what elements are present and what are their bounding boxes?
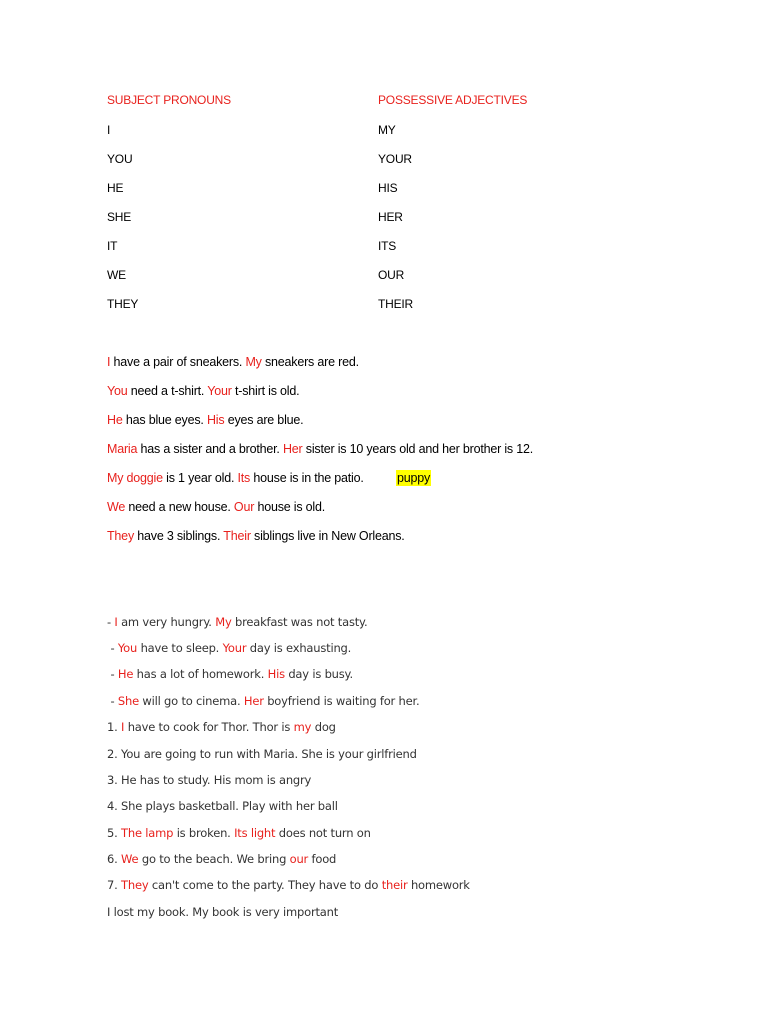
- exercise-text: is broken.: [173, 826, 235, 840]
- exercise-text: food: [308, 852, 337, 866]
- subject-word: I: [121, 720, 125, 734]
- exercise-text: -: [107, 694, 118, 708]
- exercise-text: have to sleep.: [137, 641, 223, 655]
- subject-pronoun: YOU: [107, 152, 133, 166]
- subject-word: We: [107, 500, 126, 514]
- sentence-text: t-shirt is old.: [231, 384, 300, 398]
- possessive-adjective: YOUR: [378, 152, 412, 166]
- subject-pronouns-heading: SUBJECT PRONOUNS: [107, 93, 231, 107]
- exercise-line: [107, 773, 311, 787]
- sentence-text: has a sister and a brother.: [137, 442, 283, 456]
- possessive-word: Her: [243, 694, 264, 708]
- possessive-word: their: [381, 878, 408, 892]
- example-sentence: [107, 471, 364, 485]
- exercise-line: [107, 694, 419, 708]
- example-sentence: [107, 384, 299, 398]
- highlighted-word: puppy: [397, 471, 431, 485]
- possessive-word: Your: [207, 384, 232, 398]
- sentence-text: house is old.: [254, 500, 326, 514]
- possessive-adjective: MY: [378, 123, 396, 137]
- exercise-line: [107, 720, 336, 734]
- possessive-word: Our: [233, 500, 255, 514]
- sentence-text: have 3 siblings.: [134, 529, 224, 543]
- exercise-line: [107, 852, 336, 866]
- possessive-word: Its: [237, 471, 251, 485]
- exercise-line: [107, 799, 338, 813]
- possessive-adjective: HER: [378, 210, 403, 224]
- sentence-text: need a new house.: [125, 500, 234, 514]
- exercise-text: 3. He has to study. His mom is angry: [107, 773, 312, 787]
- exercise-line: [107, 905, 338, 919]
- exercise-text: -: [107, 667, 118, 681]
- example-sentence: [107, 500, 325, 514]
- exercise-text: -: [107, 641, 118, 655]
- subject-pronoun: THEY: [107, 297, 139, 311]
- exercise-text: breakfast was not tasty.: [231, 615, 368, 629]
- highlighted-note: [396, 471, 431, 485]
- exercise-text: dog: [311, 720, 336, 734]
- exercise-text: 2. You are going to run with Maria. She is your girlfriend: [107, 747, 417, 761]
- exercise-line: [107, 667, 353, 681]
- sentence-text: need a t-shirt.: [127, 384, 208, 398]
- sentence-text: sneakers are red.: [261, 355, 359, 369]
- subject-word: He: [117, 667, 134, 681]
- exercise-line: [107, 747, 417, 761]
- subject-pronoun: IT: [107, 239, 118, 253]
- subject-word: He: [107, 413, 123, 427]
- possessive-word: our: [289, 852, 309, 866]
- subject-word: My doggie: [107, 471, 163, 485]
- subject-word: You: [117, 641, 138, 655]
- subject-pronoun: HE: [107, 181, 124, 195]
- exercise-text: day is exhausting.: [246, 641, 352, 655]
- sentence-text: house is in the patio.: [250, 471, 364, 485]
- exercise-text: 4. She plays basketball. Play with her ball: [107, 799, 338, 813]
- possessive-word: My: [215, 615, 232, 629]
- exercise-line: [107, 826, 371, 840]
- sentence-text: is 1 year old.: [162, 471, 238, 485]
- exercise-text: can't come to the party. They have to do: [148, 878, 382, 892]
- exercise-text: have to cook for Thor. Thor is: [124, 720, 294, 734]
- possessive-word: His: [206, 413, 225, 427]
- exercise-line: [107, 615, 367, 629]
- exercise-text: I lost my book. My book is very important: [107, 905, 339, 919]
- subject-word: They: [121, 878, 149, 892]
- possessive-word: my: [293, 720, 312, 734]
- exercise-text: boyfriend is waiting for her.: [263, 694, 420, 708]
- exercise-text: has a lot of homework.: [133, 667, 268, 681]
- possessive-adjectives-heading: POSSESSIVE ADJECTIVES: [378, 93, 528, 107]
- sentence-text: has blue eyes.: [122, 413, 207, 427]
- exercise-line: [107, 878, 470, 892]
- exercise-text: go to the beach. We bring: [138, 852, 290, 866]
- sentence-text: siblings live in New Orleans.: [250, 529, 405, 543]
- exercise-text: 6.: [107, 852, 122, 866]
- possessive-adjective: OUR: [378, 268, 405, 282]
- subject-word: The lamp: [121, 826, 174, 840]
- subject-word: You: [107, 384, 128, 398]
- subject-word: I: [107, 355, 111, 369]
- subject-word: I: [114, 615, 118, 629]
- subject-word: Maria: [107, 442, 138, 456]
- subject-word: She: [117, 694, 139, 708]
- possessive-adjective: HIS: [378, 181, 398, 195]
- exercise-text: homework: [407, 878, 470, 892]
- possessive-word: Her: [282, 442, 303, 456]
- subject-pronoun: WE: [107, 268, 126, 282]
- subject-word: They: [107, 529, 134, 543]
- possessive-adjective: ITS: [378, 239, 397, 253]
- sentence-text: have a pair of sneakers.: [110, 355, 246, 369]
- example-sentence: [107, 529, 405, 543]
- example-sentence: [107, 413, 303, 427]
- exercise-text: -: [107, 615, 115, 629]
- exercise-text: 1.: [107, 720, 122, 734]
- possessive-word: His: [267, 667, 285, 681]
- subject-pronoun: SHE: [107, 210, 132, 224]
- exercise-text: will go to cinema.: [138, 694, 244, 708]
- possessive-word: Its light: [234, 826, 276, 840]
- exercise-text: day is busy.: [284, 667, 353, 681]
- example-sentence: [107, 355, 359, 369]
- exercise-line: [107, 641, 351, 655]
- sentence-text: eyes are blue.: [224, 413, 304, 427]
- subject-word: We: [121, 852, 139, 866]
- exercise-text: 7.: [107, 878, 122, 892]
- subject-pronoun: I: [107, 123, 111, 137]
- possessive-word: My: [245, 355, 262, 369]
- possessive-word: Their: [223, 529, 251, 543]
- exercise-text: 5.: [107, 826, 122, 840]
- sentence-text: sister is 10 years old and her brother is 12.: [302, 442, 534, 456]
- possessive-adjective: THEIR: [378, 297, 414, 311]
- example-sentence: [107, 442, 533, 456]
- exercise-text: am very hungry.: [117, 615, 216, 629]
- possessive-word: Your: [222, 641, 247, 655]
- exercise-text: does not turn on: [275, 826, 371, 840]
